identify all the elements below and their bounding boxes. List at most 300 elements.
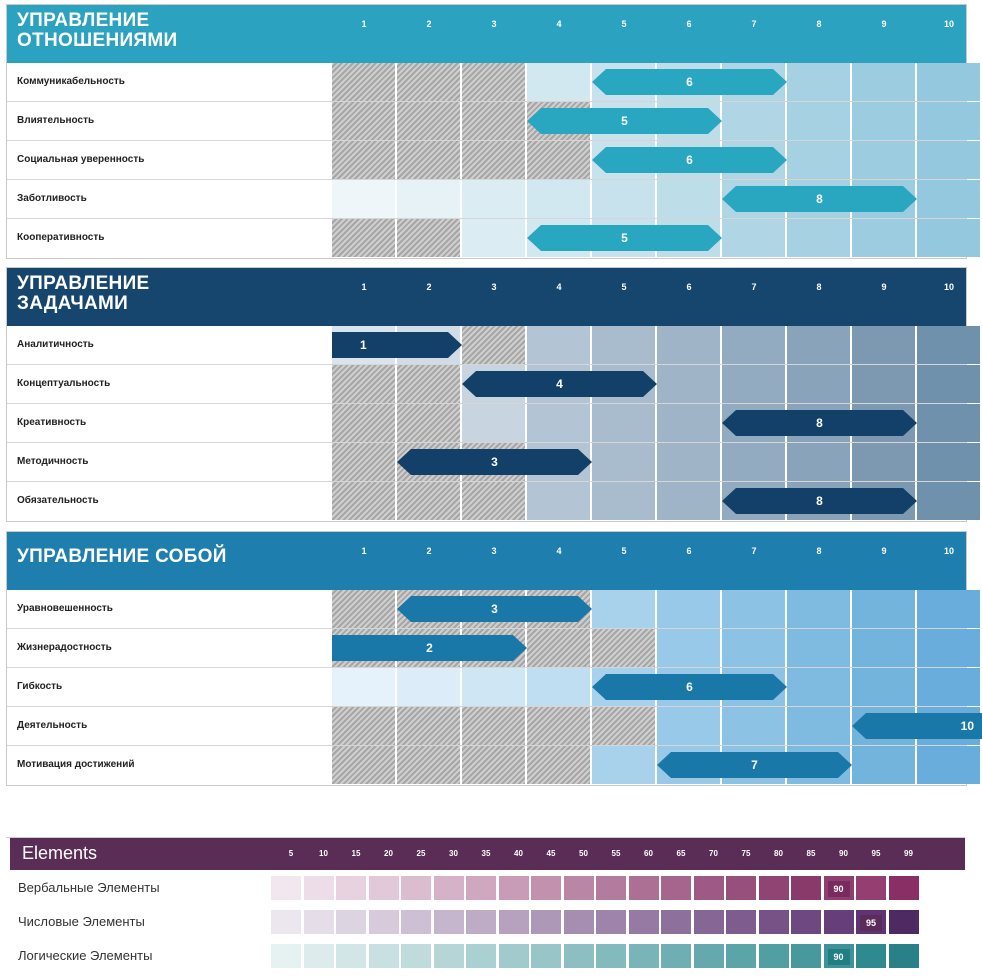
- grid-cell: [657, 404, 722, 442]
- grid-cell: [527, 141, 592, 179]
- trait-label: Коммуникабельность: [17, 76, 125, 87]
- grid-cell: [332, 141, 397, 179]
- trait-label: Социальная уверенность: [17, 154, 145, 165]
- elements-cell: [661, 944, 691, 968]
- grid-cell: [462, 707, 527, 745]
- elements-row-label: Вербальные Элементы: [18, 880, 160, 895]
- grid-cell: [527, 482, 592, 520]
- grid-cell: [462, 746, 527, 784]
- grid-cell: [657, 443, 722, 481]
- grid-cell: [527, 180, 592, 218]
- grid-cell: [397, 404, 462, 442]
- score-value: 8: [816, 192, 823, 206]
- grid-cell: [917, 180, 982, 218]
- section-1: [6, 4, 967, 259]
- score-arrow: [397, 596, 592, 622]
- elements-cell: [889, 876, 919, 900]
- trait-label: Концептуальность: [17, 378, 111, 389]
- elements-row-label: Числовые Элементы: [18, 914, 145, 929]
- grid-cell: [787, 707, 852, 745]
- grid-cell: [462, 180, 527, 218]
- grid-cell: [657, 482, 722, 520]
- elements-scale-label: 70: [709, 849, 718, 858]
- grid-cell: [332, 668, 397, 706]
- scale-label: 2: [426, 546, 432, 556]
- trait-label: Методичность: [17, 456, 89, 467]
- elements-cell: [304, 944, 334, 968]
- trait-row: [7, 63, 966, 102]
- scale-label: 6: [686, 19, 692, 29]
- grid-cell: [852, 746, 917, 784]
- elements-cell: [369, 910, 399, 934]
- trait-row: [7, 443, 966, 482]
- score-value: 10: [960, 719, 974, 733]
- grid-cell: [722, 102, 787, 140]
- trait-label: Деятельность: [17, 720, 88, 731]
- grid-cell: [657, 590, 722, 628]
- elements-scale-label: 85: [806, 849, 816, 858]
- elements-cell: [466, 910, 496, 934]
- elements-cell: [564, 876, 594, 900]
- elements-cell: [791, 944, 821, 968]
- score-arrow: [592, 69, 787, 95]
- score-arrow: [592, 147, 787, 173]
- elements-scale-label: 99: [904, 849, 913, 858]
- grid-cell: [462, 141, 527, 179]
- grid-cell: [722, 629, 787, 667]
- score-arrow: [592, 674, 787, 700]
- scale-label: 7: [751, 19, 757, 29]
- elements-cell: [856, 876, 886, 900]
- grid-cell: [397, 141, 462, 179]
- section-2: [6, 267, 967, 522]
- elements-cell: [759, 876, 789, 900]
- elements-cell: [661, 910, 691, 934]
- grid-cell: [852, 668, 917, 706]
- score-arrow: [527, 225, 722, 251]
- elements-header: [10, 838, 965, 870]
- grid-cell: [917, 365, 982, 403]
- score-value: 4: [556, 377, 563, 391]
- elements-row-label: Логические Элементы: [18, 948, 153, 963]
- grid-cell: [332, 482, 397, 520]
- grid-cell: [592, 629, 657, 667]
- grid-cell: [592, 707, 657, 745]
- score-value: 3: [491, 602, 498, 616]
- scale-label: 10: [943, 546, 954, 556]
- grid-cell: [462, 668, 527, 706]
- elements-cell: [726, 944, 756, 968]
- trait-row: [7, 590, 966, 629]
- elements-cell: [694, 910, 724, 934]
- grid-cell: [657, 629, 722, 667]
- grid-cell: [592, 746, 657, 784]
- grid-cell: [462, 326, 527, 364]
- grid-cell: [332, 180, 397, 218]
- scale-label: 8: [816, 282, 822, 292]
- score-value: 6: [686, 680, 693, 694]
- elements-cell: [401, 944, 431, 968]
- score-value: 1: [360, 338, 367, 352]
- elements-row: [10, 942, 965, 970]
- section-title: [17, 547, 317, 567]
- elements-cell: [759, 944, 789, 968]
- score-arrow: [657, 752, 852, 778]
- score-arrow-polygon: [332, 332, 462, 358]
- grid-cell: [397, 219, 462, 257]
- grid-cell: [397, 365, 462, 403]
- grid-cell: [332, 443, 397, 481]
- elements-value-badge: 90: [828, 881, 850, 897]
- score-value: 8: [816, 494, 823, 508]
- elements-scale-label: 45: [546, 849, 556, 858]
- grid-cell: [592, 482, 657, 520]
- grid-cell: [917, 102, 982, 140]
- trait-row: [7, 629, 966, 668]
- trait-label: Кооперативность: [17, 232, 105, 243]
- elements-title: Elements: [22, 843, 98, 863]
- elements-cell: [499, 944, 529, 968]
- section-header: [7, 268, 966, 326]
- scale-label: 7: [751, 282, 757, 292]
- score-arrow: [332, 635, 527, 661]
- elements-cell: [661, 876, 691, 900]
- grid-cell: [722, 443, 787, 481]
- grid-cell: [917, 326, 982, 364]
- grid-cell: [592, 404, 657, 442]
- grid-cell: [852, 590, 917, 628]
- grid-cell: [462, 219, 527, 257]
- score-arrow: [527, 108, 722, 134]
- score-arrow: [722, 186, 917, 212]
- grid-cell: [852, 102, 917, 140]
- elements-scale-label: 10: [319, 849, 328, 858]
- grid-cell: [917, 443, 982, 481]
- grid-cell: [787, 102, 852, 140]
- trait-row: [7, 482, 966, 521]
- elements-scale-label: 65: [676, 849, 686, 858]
- elements-cell: [434, 876, 464, 900]
- elements-cell: [596, 910, 626, 934]
- score-value: 8: [816, 416, 823, 430]
- elements-cell: [629, 910, 659, 934]
- grid-cell: [722, 219, 787, 257]
- elements-cell: [824, 910, 854, 934]
- scale-label: 4: [556, 546, 562, 556]
- grid-cell: [397, 668, 462, 706]
- score-value: 2: [426, 641, 433, 655]
- grid-cell: [462, 404, 527, 442]
- trait-label: Гибкость: [17, 681, 63, 692]
- grid-cell: [787, 443, 852, 481]
- grid-cell: [917, 63, 982, 101]
- elements-scale-label: 20: [384, 849, 393, 858]
- score-arrow: [332, 332, 462, 358]
- score-arrow: [722, 410, 917, 436]
- section-title-line1: УПРАВЛЕНИЕ: [17, 273, 150, 294]
- elements-scale-label: 30: [449, 849, 458, 858]
- trait-label: Мотивация достижений: [17, 759, 135, 770]
- grid-cell: [657, 326, 722, 364]
- section-title: [17, 274, 317, 314]
- score-arrow: [397, 449, 592, 475]
- elements-cell: [531, 910, 561, 934]
- elements-scale-label: 15: [351, 849, 361, 858]
- grid-cell: [397, 180, 462, 218]
- grid-cell: [332, 63, 397, 101]
- elements-cell: [694, 876, 724, 900]
- elements-cell: [531, 876, 561, 900]
- elements-scale-label: 40: [514, 849, 523, 858]
- trait-row: [7, 326, 966, 365]
- grid-cell: [722, 326, 787, 364]
- elements-section: [6, 837, 965, 980]
- elements-cell: [434, 910, 464, 934]
- trait-label: Влиятельность: [17, 115, 95, 126]
- trait-row: [7, 707, 974, 746]
- grid-cell: [917, 629, 982, 667]
- grid-cell: [852, 219, 917, 257]
- scale-label: 8: [816, 19, 822, 29]
- grid-cell: [527, 63, 592, 101]
- grid-cell: [657, 180, 722, 218]
- score-arrow: [462, 371, 657, 397]
- trait-row: [7, 141, 966, 180]
- grid-cell: [787, 365, 852, 403]
- elements-scale-label: 60: [644, 849, 653, 858]
- section-3: [6, 531, 974, 786]
- section-title-line2: ОТНОШЕНИЯМИ: [17, 30, 178, 51]
- elements-cell: [271, 876, 301, 900]
- elements-scale-label: 75: [741, 849, 751, 858]
- elements-cell: [499, 876, 529, 900]
- elements-scale-label: 90: [839, 849, 848, 858]
- elements-cell: [694, 944, 724, 968]
- elements-cell: [791, 910, 821, 934]
- grid-cell: [397, 102, 462, 140]
- grid-cell: [917, 404, 982, 442]
- trait-row: [7, 219, 966, 258]
- grid-cell: [332, 707, 397, 745]
- elements-cell: [596, 944, 626, 968]
- scale-label: 1: [361, 19, 367, 29]
- section-title: [17, 11, 317, 51]
- trait-row: [7, 102, 966, 141]
- trait-label: Креативность: [17, 417, 87, 428]
- grid-cell: [657, 707, 722, 745]
- grid-cell: [462, 63, 527, 101]
- grid-cell: [722, 365, 787, 403]
- elements-cell: [336, 944, 366, 968]
- elements-cell: [434, 944, 464, 968]
- grid-cell: [787, 219, 852, 257]
- score-arrow-shape: [332, 332, 462, 358]
- grid-cell: [397, 707, 462, 745]
- elements-cell: [369, 876, 399, 900]
- grid-cell: [852, 326, 917, 364]
- elements-cell: [629, 944, 659, 968]
- score-value: 7: [751, 758, 758, 772]
- grid-cell: [852, 629, 917, 667]
- elements-cell: [369, 944, 399, 968]
- grid-cell: [917, 141, 982, 179]
- elements-scale-label: 80: [774, 849, 783, 858]
- elements-value-badge: 95: [860, 915, 882, 931]
- elements-cell: [336, 876, 366, 900]
- grid-cell: [462, 102, 527, 140]
- elements-cell: [531, 944, 561, 968]
- trait-label: Уравновешенность: [17, 603, 113, 614]
- grid-cell: [852, 63, 917, 101]
- grid-cell: [852, 443, 917, 481]
- elements-cell: [271, 944, 301, 968]
- grid-cell: [332, 365, 397, 403]
- score-arrow: [852, 713, 982, 739]
- grid-cell: [787, 629, 852, 667]
- grid-cell: [787, 326, 852, 364]
- elements-cell: [726, 876, 756, 900]
- score-value: 6: [686, 153, 693, 167]
- elements-cell: [466, 876, 496, 900]
- elements-scale-label: 35: [481, 849, 491, 858]
- grid-cell: [592, 590, 657, 628]
- trait-label: Заботливость: [17, 193, 87, 204]
- trait-row: [7, 668, 966, 707]
- elements-cell: [499, 910, 529, 934]
- scale-label: 6: [686, 546, 692, 556]
- grid-cell: [527, 707, 592, 745]
- section-title-line2: ЗАДАЧАМИ: [17, 293, 129, 314]
- trait-row: [7, 404, 966, 443]
- grid-cell: [657, 365, 722, 403]
- section-title-line1: УПРАВЛЕНИЕ СОБОЙ: [17, 546, 227, 567]
- grid-cell: [527, 326, 592, 364]
- elements-scale-label: 50: [579, 849, 588, 858]
- grid-cell: [592, 443, 657, 481]
- scale-label: 9: [881, 282, 887, 292]
- grid-cell: [527, 629, 592, 667]
- scale-label: 10: [943, 19, 954, 29]
- elements-cell: [564, 910, 594, 934]
- grid-cell: [917, 746, 982, 784]
- section-title-line1: УПРАВЛЕНИЕ: [17, 10, 150, 31]
- score-value: 3: [491, 455, 498, 469]
- elements-scale-label: 95: [871, 849, 881, 858]
- scale-label: 1: [361, 282, 367, 292]
- grid-cell: [787, 63, 852, 101]
- trait-row: [7, 746, 966, 785]
- scale-label: 5: [621, 19, 627, 29]
- elements-scale-label: 25: [416, 849, 426, 858]
- grid-cell: [787, 668, 852, 706]
- elements-cell: [629, 876, 659, 900]
- scale-label: 7: [751, 546, 757, 556]
- elements-cell: [336, 910, 366, 934]
- elements-scale-label: 5: [288, 849, 294, 858]
- grid-cell: [852, 141, 917, 179]
- elements-cell: [271, 910, 301, 934]
- scale-label: 1: [361, 546, 367, 556]
- scale-label: 5: [621, 546, 627, 556]
- elements-cell: [401, 876, 431, 900]
- trait-label: Жизнерадостность: [17, 642, 112, 653]
- score-value: 6: [686, 75, 693, 89]
- scale-label: 3: [491, 282, 497, 292]
- elements-cell: [466, 944, 496, 968]
- elements-scale-label: 55: [611, 849, 621, 858]
- scale-label: 3: [491, 19, 497, 29]
- trait-row: [7, 180, 966, 219]
- grid-cell: [592, 326, 657, 364]
- grid-cell: [917, 219, 982, 257]
- scale-label: 4: [556, 282, 562, 292]
- elements-cell: [791, 876, 821, 900]
- grid-cell: [592, 180, 657, 218]
- grid-cell: [917, 668, 982, 706]
- scale-label: 6: [686, 282, 692, 292]
- elements-cell: [889, 944, 919, 968]
- elements-cell: [596, 876, 626, 900]
- elements-cell: [856, 944, 886, 968]
- scale-label: 10: [943, 282, 954, 292]
- grid-cell: [332, 746, 397, 784]
- grid-cell: [852, 365, 917, 403]
- scale-label: 5: [621, 282, 627, 292]
- grid-cell: [462, 482, 527, 520]
- grid-cell: [527, 668, 592, 706]
- grid-cell: [397, 482, 462, 520]
- grid-cell: [332, 102, 397, 140]
- trait-label: Аналитичность: [17, 339, 94, 350]
- elements-row: [10, 874, 965, 902]
- grid-cell: [397, 746, 462, 784]
- elements-cell: [304, 876, 334, 900]
- elements-cell: [726, 910, 756, 934]
- elements-cell: [889, 910, 919, 934]
- grid-cell: [722, 590, 787, 628]
- score-value: 5: [621, 231, 628, 245]
- section-header: [7, 5, 966, 63]
- scale-label: 9: [881, 546, 887, 556]
- elements-cell: [759, 910, 789, 934]
- grid-cell: [722, 707, 787, 745]
- grid-cell: [332, 219, 397, 257]
- grid-cell: [787, 590, 852, 628]
- grid-cell: [527, 404, 592, 442]
- grid-cell: [527, 746, 592, 784]
- scale-label: 8: [816, 546, 822, 556]
- scale-label: 4: [556, 19, 562, 29]
- score-arrow: [722, 488, 917, 514]
- scale-label: 3: [491, 546, 497, 556]
- trait-row: [7, 365, 966, 404]
- scale-label: 9: [881, 19, 887, 29]
- grid-cell: [917, 590, 982, 628]
- elements-row: [10, 908, 965, 936]
- scale-label: 2: [426, 19, 432, 29]
- grid-cell: [397, 63, 462, 101]
- elements-value-badge: 90: [828, 949, 850, 965]
- score-value: 5: [621, 114, 628, 128]
- elements-cell: [401, 910, 431, 934]
- scale-label: 2: [426, 282, 432, 292]
- grid-cell: [332, 404, 397, 442]
- section-header: [7, 532, 966, 590]
- trait-label: Обязательность: [17, 495, 99, 506]
- grid-cell: [917, 482, 982, 520]
- elements-cell: [304, 910, 334, 934]
- elements-cell: [564, 944, 594, 968]
